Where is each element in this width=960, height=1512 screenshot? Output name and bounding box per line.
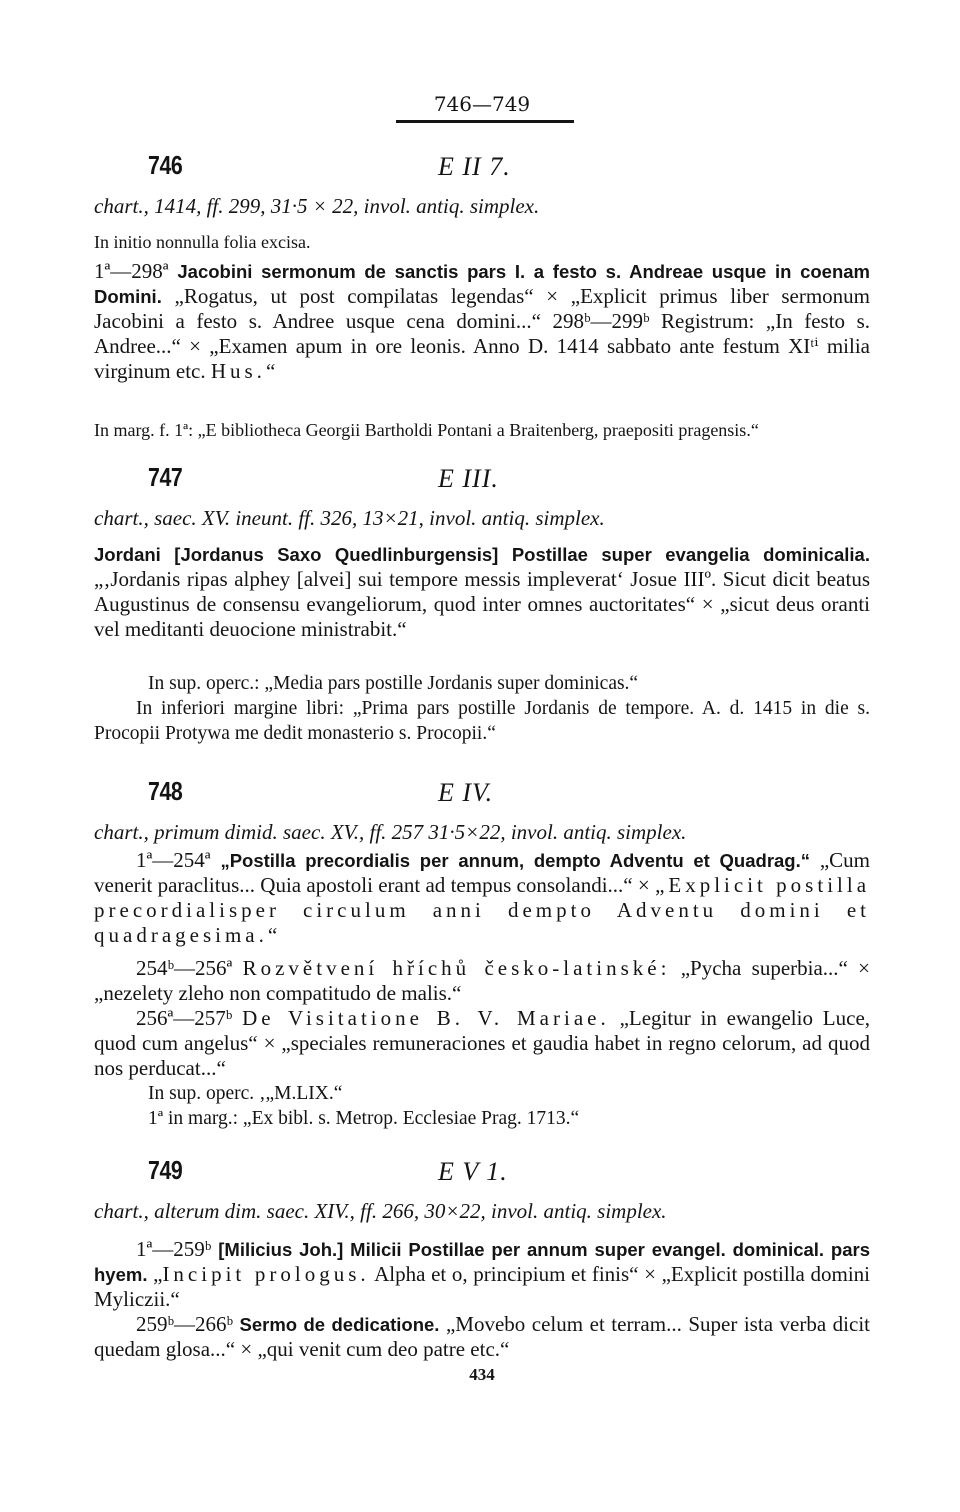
entry-note [94,230,870,255]
work-title: Jordani [Jordanus Saxo Quedlinburgensis] Postillae super evangelia dominicalia. [94,544,870,565]
content-text: Registrum: „In festo s. Andree...“ × „Examen apum in ore leonis. Anno D. 1414 sabbato ante festum XIᵗⁱ milia virginum etc. [94,309,870,383]
spaced-text: Incipit prologus. [162,1262,370,1286]
entry-number: 749 [148,1155,183,1185]
incipit-explicit: „Cum venerit paraclitus... Quia apostoli erant ad tempus consolandi...“ × [94,848,871,897]
folio-range: 298ᵇ—299ᵇ [552,309,650,333]
content-paragraph [94,542,870,642]
entry-note [148,671,870,696]
work-title: Sermo de dedicatione. [239,1314,440,1335]
head-rule [396,120,574,123]
note-text: In inferiori margine libri: „Prima pars postille Jordanis de tempore. A. d. 1415 in die s. Procopii Protywa me dedit monasterio s. Procopii.“ [94,698,870,744]
incipit-explicit: Alpha et o, principium et finis“ × „Explicit postilla domini Myliczii.“ [94,1262,870,1311]
note-text: In initio nonnulla folia excisa. [94,232,311,252]
entry-body [94,1237,870,1312]
folio-range: 254ᵇ—256ª [136,956,233,980]
entry-note [148,1081,870,1106]
entry-note [148,1106,870,1131]
physical-description: chart., primum dimid. saec. XV., ff. 257 31·5×22, invol. antiq. simplex. [94,820,687,844]
entry-body [94,542,870,642]
entry-body [94,259,870,384]
note-text: In marg. f. 1ª: „E bibliotheca Georgii Bartholdi Pontani a Braitenberg, praepositi pragensis.“ [94,420,759,440]
entry-number: 746 [148,150,183,180]
opening-quote: „ [153,1262,163,1286]
incipit-explicit: „Rogatus, ut post compilatas legendas“ × „Explicit primus liber sermonum Jacobini a festo s. Andree usque cena domini...“ [94,284,870,333]
note-text: In sup. operc. ‚„M.LIX.“ [148,1083,343,1104]
shelf-signature: E III. [438,464,499,493]
closing-quote: “ [267,923,278,947]
entry-body [94,1312,870,1362]
content-paragraph [94,1312,870,1362]
page-number: 434 [469,1365,495,1384]
incipit-explicit: „Legitur in ewangelio Luce, quod cum angelus“ × „speciales remuneraciones et gaudia habet in regno celorum, ad quod nos perducat...“ [94,1006,871,1080]
entry-body [94,1006,870,1081]
work-title: [Milicius Joh.] Milicii Postillae per annum super evangel. dominical. pars hyem. [94,1239,871,1285]
entry-body [94,848,870,948]
work-title: Jacobini sermonum de sanctis pars I. a festo s. Andreae usque in coenam Domini. [94,261,870,307]
note-text: In sup. operc.: „Media pars postille Jordanis super dominicas.“ [148,673,639,694]
running-head: 746—749 [433,92,531,116]
spaced-text: Rozvětvení hříchů česko-latinské: [242,956,671,980]
note-text: 1ª in marg.: „Ex bibl. s. Metrop. Ecclesiae Prag. 1713.“ [148,1108,580,1129]
entry-body [94,956,870,1006]
marginal-note [94,418,870,443]
spaced-text: „Explicit postilla precordialisper circulum anni dempto Adventu domini et quadragesima. [94,873,871,947]
folio-range: 259ᵇ—266ᵇ [136,1312,234,1336]
folio-range: 256ª—257ᵇ [136,1006,233,1030]
folio-range: 1ª—298ª [94,259,169,283]
shelf-signature: E II 7. [438,152,511,181]
content-paragraph [94,1237,870,1312]
physical-description: chart., alterum dim. saec. XIV., ff. 266, 30×22, invol. antiq. simplex. [94,1199,667,1223]
entry-note [94,696,870,746]
content-paragraph [94,956,870,1006]
spaced-text: De Visitatione B. V. Mariae. [242,1006,610,1030]
shelf-signature: E IV. [438,778,494,807]
content-paragraph [94,1006,870,1081]
entry-number: 748 [148,776,183,806]
incipit-explicit: „Pycha superbia...“ × „nezelety zleho non compatitudo de malis.“ [94,956,871,1005]
content-paragraph [94,259,870,384]
physical-description: chart., 1414, ff. 299, 31·5 × 22, invol. antiq. simplex. [94,194,540,218]
physical-description: chart., saec. XV. ineunt. ff. 326, 13×21, invol. antiq. simplex. [94,506,605,530]
folio-range: 1ª—259ᵇ [136,1237,212,1261]
incipit-explicit: „Movebo celum et terram... Super ista verba dicit quedam glosa...“ × „qui venit cum deo patre etc.“ [94,1312,870,1361]
entry-number: 747 [148,462,183,492]
incipit-explicit: „‚Jordanis ripas alphey [alvei] sui tempore messis impleverat‘ Josue IIIº. Sicut dicit beatus Augustinus de consensu evangeliorum, quod inter omnes auctoritates“ × „sicut deus oranti vel meditanti deuocione ministrabit.“ [94,567,870,641]
spaced-text: Hus. [210,359,266,383]
folio-range: 1ª—254ª [136,848,211,872]
content-paragraph [94,848,870,948]
shelf-signature: E V 1. [438,1157,508,1186]
closing-quote: “ [265,359,276,383]
work-title: „Postilla precordialis per annum, dempto Adventu et Quadrag.“ [220,850,811,871]
